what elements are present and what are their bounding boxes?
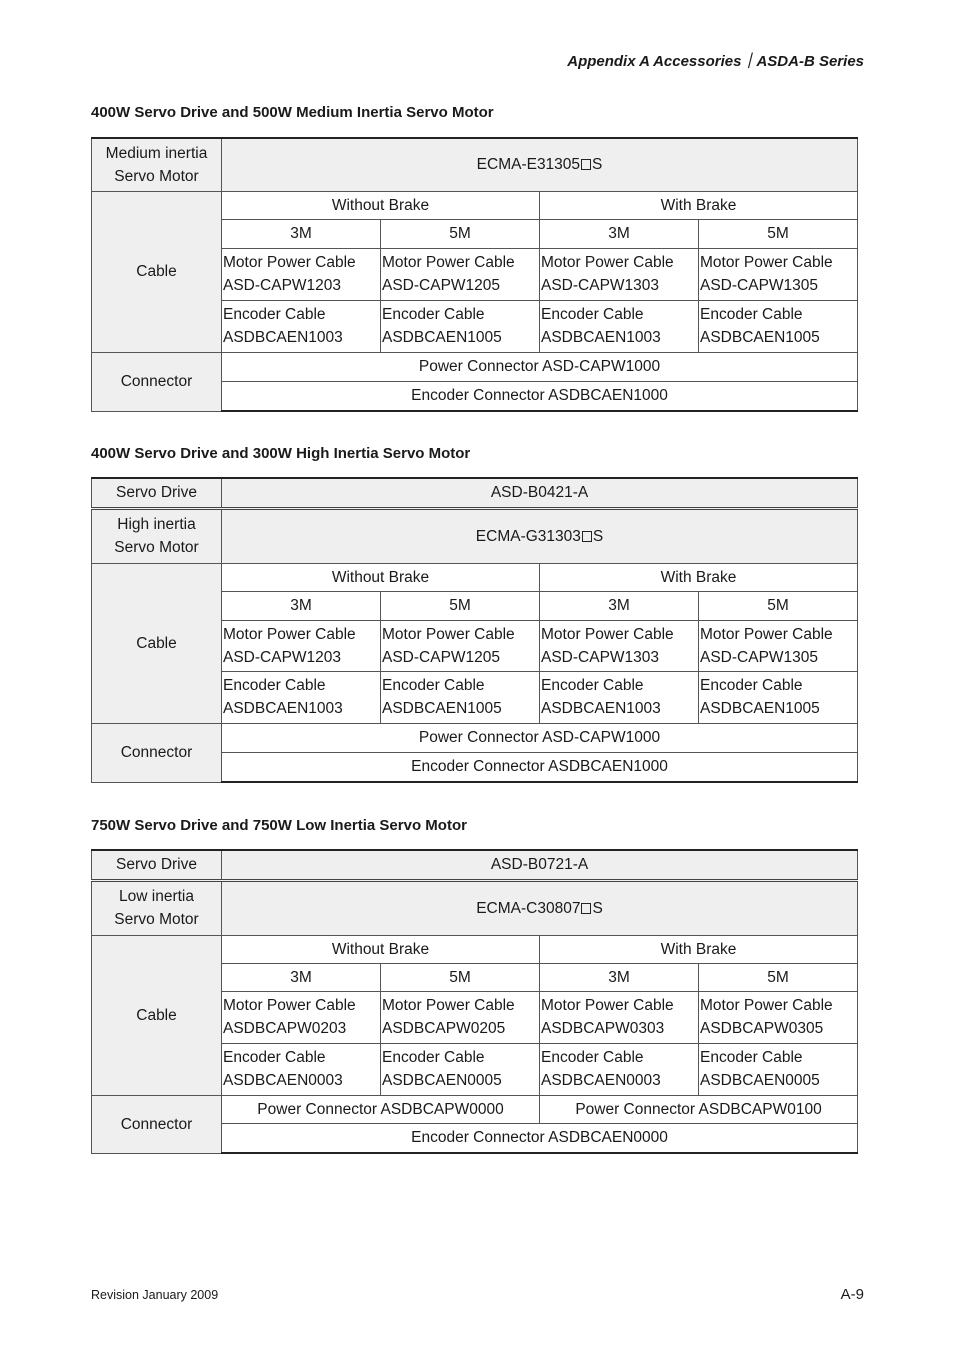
power-cable-cell: Motor Power Cable ASD-CAPW1205: [381, 248, 540, 300]
length-cell: 5M: [699, 963, 858, 991]
motor-model: ECMA-E31305 S: [222, 138, 858, 191]
connector-label: Connector: [92, 723, 222, 782]
motor-model: ECMA-C30807 S: [222, 880, 858, 935]
connector-label: Connector: [92, 352, 222, 411]
power-cable-cell: Motor Power Cable ASD-CAPW1303: [540, 620, 699, 671]
encoder-cable-cell: Encoder Cable ASDBCAEN1003: [540, 671, 699, 723]
encoder-cable-cell: Encoder Cable ASDBCAEN1005: [699, 671, 858, 723]
encoder-cable-cell: Encoder Cable ASDBCAEN1003: [222, 671, 381, 723]
with-brake-header: With Brake: [540, 935, 858, 963]
motor-label: Low inertia Servo Motor: [92, 880, 222, 935]
connector-label: Connector: [92, 1095, 222, 1153]
length-cell: 5M: [699, 219, 858, 248]
power-connector-with-brake: Power Connector ASDBCAPW0100: [540, 1095, 858, 1123]
length-cell: 3M: [540, 963, 699, 991]
length-cell: 5M: [381, 591, 540, 620]
encoder-connector: Encoder Connector ASDBCAEN0000: [222, 1123, 858, 1153]
power-connector-without-brake: Power Connector ASDBCAPW0000: [222, 1095, 540, 1123]
cable-label: Cable: [92, 191, 222, 352]
cable-label: Cable: [92, 935, 222, 1095]
section-title-2: 400W Servo Drive and 300W High Inertia Servo Motor: [91, 445, 471, 462]
placeholder-box-icon: [581, 903, 591, 914]
length-cell: 3M: [540, 219, 699, 248]
length-cell: 3M: [222, 963, 381, 991]
power-cable-cell: Motor Power Cable ASDBCAPW0205: [381, 991, 540, 1043]
without-brake-header: Without Brake: [222, 935, 540, 963]
length-cell: 5M: [381, 219, 540, 248]
with-brake-header: With Brake: [540, 191, 858, 219]
revision-note: Revision January 2009: [91, 1288, 219, 1302]
encoder-connector: Encoder Connector ASDBCAEN1000: [222, 381, 858, 411]
encoder-cable-cell: Encoder Cable ASDBCAEN1005: [381, 671, 540, 723]
power-connector: Power Connector ASD-CAPW1000: [222, 352, 858, 381]
drive-model: ASD-B0721-A: [222, 850, 858, 880]
power-cable-cell: Motor Power Cable ASD-CAPW1203: [222, 620, 381, 671]
encoder-connector: Encoder Connector ASDBCAEN1000: [222, 752, 858, 782]
with-brake-header: With Brake: [540, 563, 858, 591]
encoder-cable-cell: Encoder Cable ASDBCAEN0005: [381, 1043, 540, 1095]
placeholder-box-icon: [582, 531, 592, 542]
power-connector: Power Connector ASD-CAPW1000: [222, 723, 858, 752]
motor-model: ECMA-G31303 S: [222, 508, 858, 563]
encoder-cable-cell: Encoder Cable ASDBCAEN0005: [699, 1043, 858, 1095]
without-brake-header: Without Brake: [222, 563, 540, 591]
power-cable-cell: Motor Power Cable ASDBCAPW0203: [222, 991, 381, 1043]
power-cable-cell: Motor Power Cable ASD-CAPW1303: [540, 248, 699, 300]
page-number: A-9: [840, 1286, 864, 1303]
encoder-cable-cell: Encoder Cable ASDBCAEN0003: [540, 1043, 699, 1095]
encoder-cable-cell: Encoder Cable ASDBCAEN0003: [222, 1043, 381, 1095]
length-cell: 3M: [540, 591, 699, 620]
spec-table-3: [91, 849, 858, 1154]
placeholder-box-icon: [581, 159, 591, 170]
section-title-3: 750W Servo Drive and 750W Low Inertia Servo Motor: [91, 817, 467, 834]
drive-label: Servo Drive: [92, 478, 222, 508]
power-cable-cell: Motor Power Cable ASD-CAPW1203: [222, 248, 381, 300]
motor-label: High inertia Servo Motor: [92, 508, 222, 563]
encoder-cable-cell: Encoder Cable ASDBCAEN1003: [222, 300, 381, 352]
spec-table-2: [91, 477, 858, 783]
power-cable-cell: Motor Power Cable ASDBCAPW0305: [699, 991, 858, 1043]
length-cell: 3M: [222, 591, 381, 620]
encoder-cable-cell: Encoder Cable ASDBCAEN1005: [381, 300, 540, 352]
without-brake-header: Without Brake: [222, 191, 540, 219]
power-cable-cell: Motor Power Cable ASDBCAPW0303: [540, 991, 699, 1043]
length-cell: 5M: [381, 963, 540, 991]
power-cable-cell: Motor Power Cable ASD-CAPW1305: [699, 248, 858, 300]
spec-table-1: [91, 137, 858, 412]
length-cell: 5M: [699, 591, 858, 620]
drive-label: Servo Drive: [92, 850, 222, 880]
encoder-cable-cell: Encoder Cable ASDBCAEN1005: [699, 300, 858, 352]
power-cable-cell: Motor Power Cable ASD-CAPW1205: [381, 620, 540, 671]
length-cell: 3M: [222, 219, 381, 248]
encoder-cable-cell: Encoder Cable ASDBCAEN1003: [540, 300, 699, 352]
cable-label: Cable: [92, 563, 222, 723]
page-header: Appendix A Accessories｜ASDA-B Series: [567, 53, 864, 70]
section-title-1: 400W Servo Drive and 500W Medium Inertia Servo Motor: [91, 104, 494, 121]
power-cable-cell: Motor Power Cable ASD-CAPW1305: [699, 620, 858, 671]
motor-label: Medium inertia Servo Motor: [92, 138, 222, 191]
drive-model: ASD-B0421-A: [222, 478, 858, 508]
